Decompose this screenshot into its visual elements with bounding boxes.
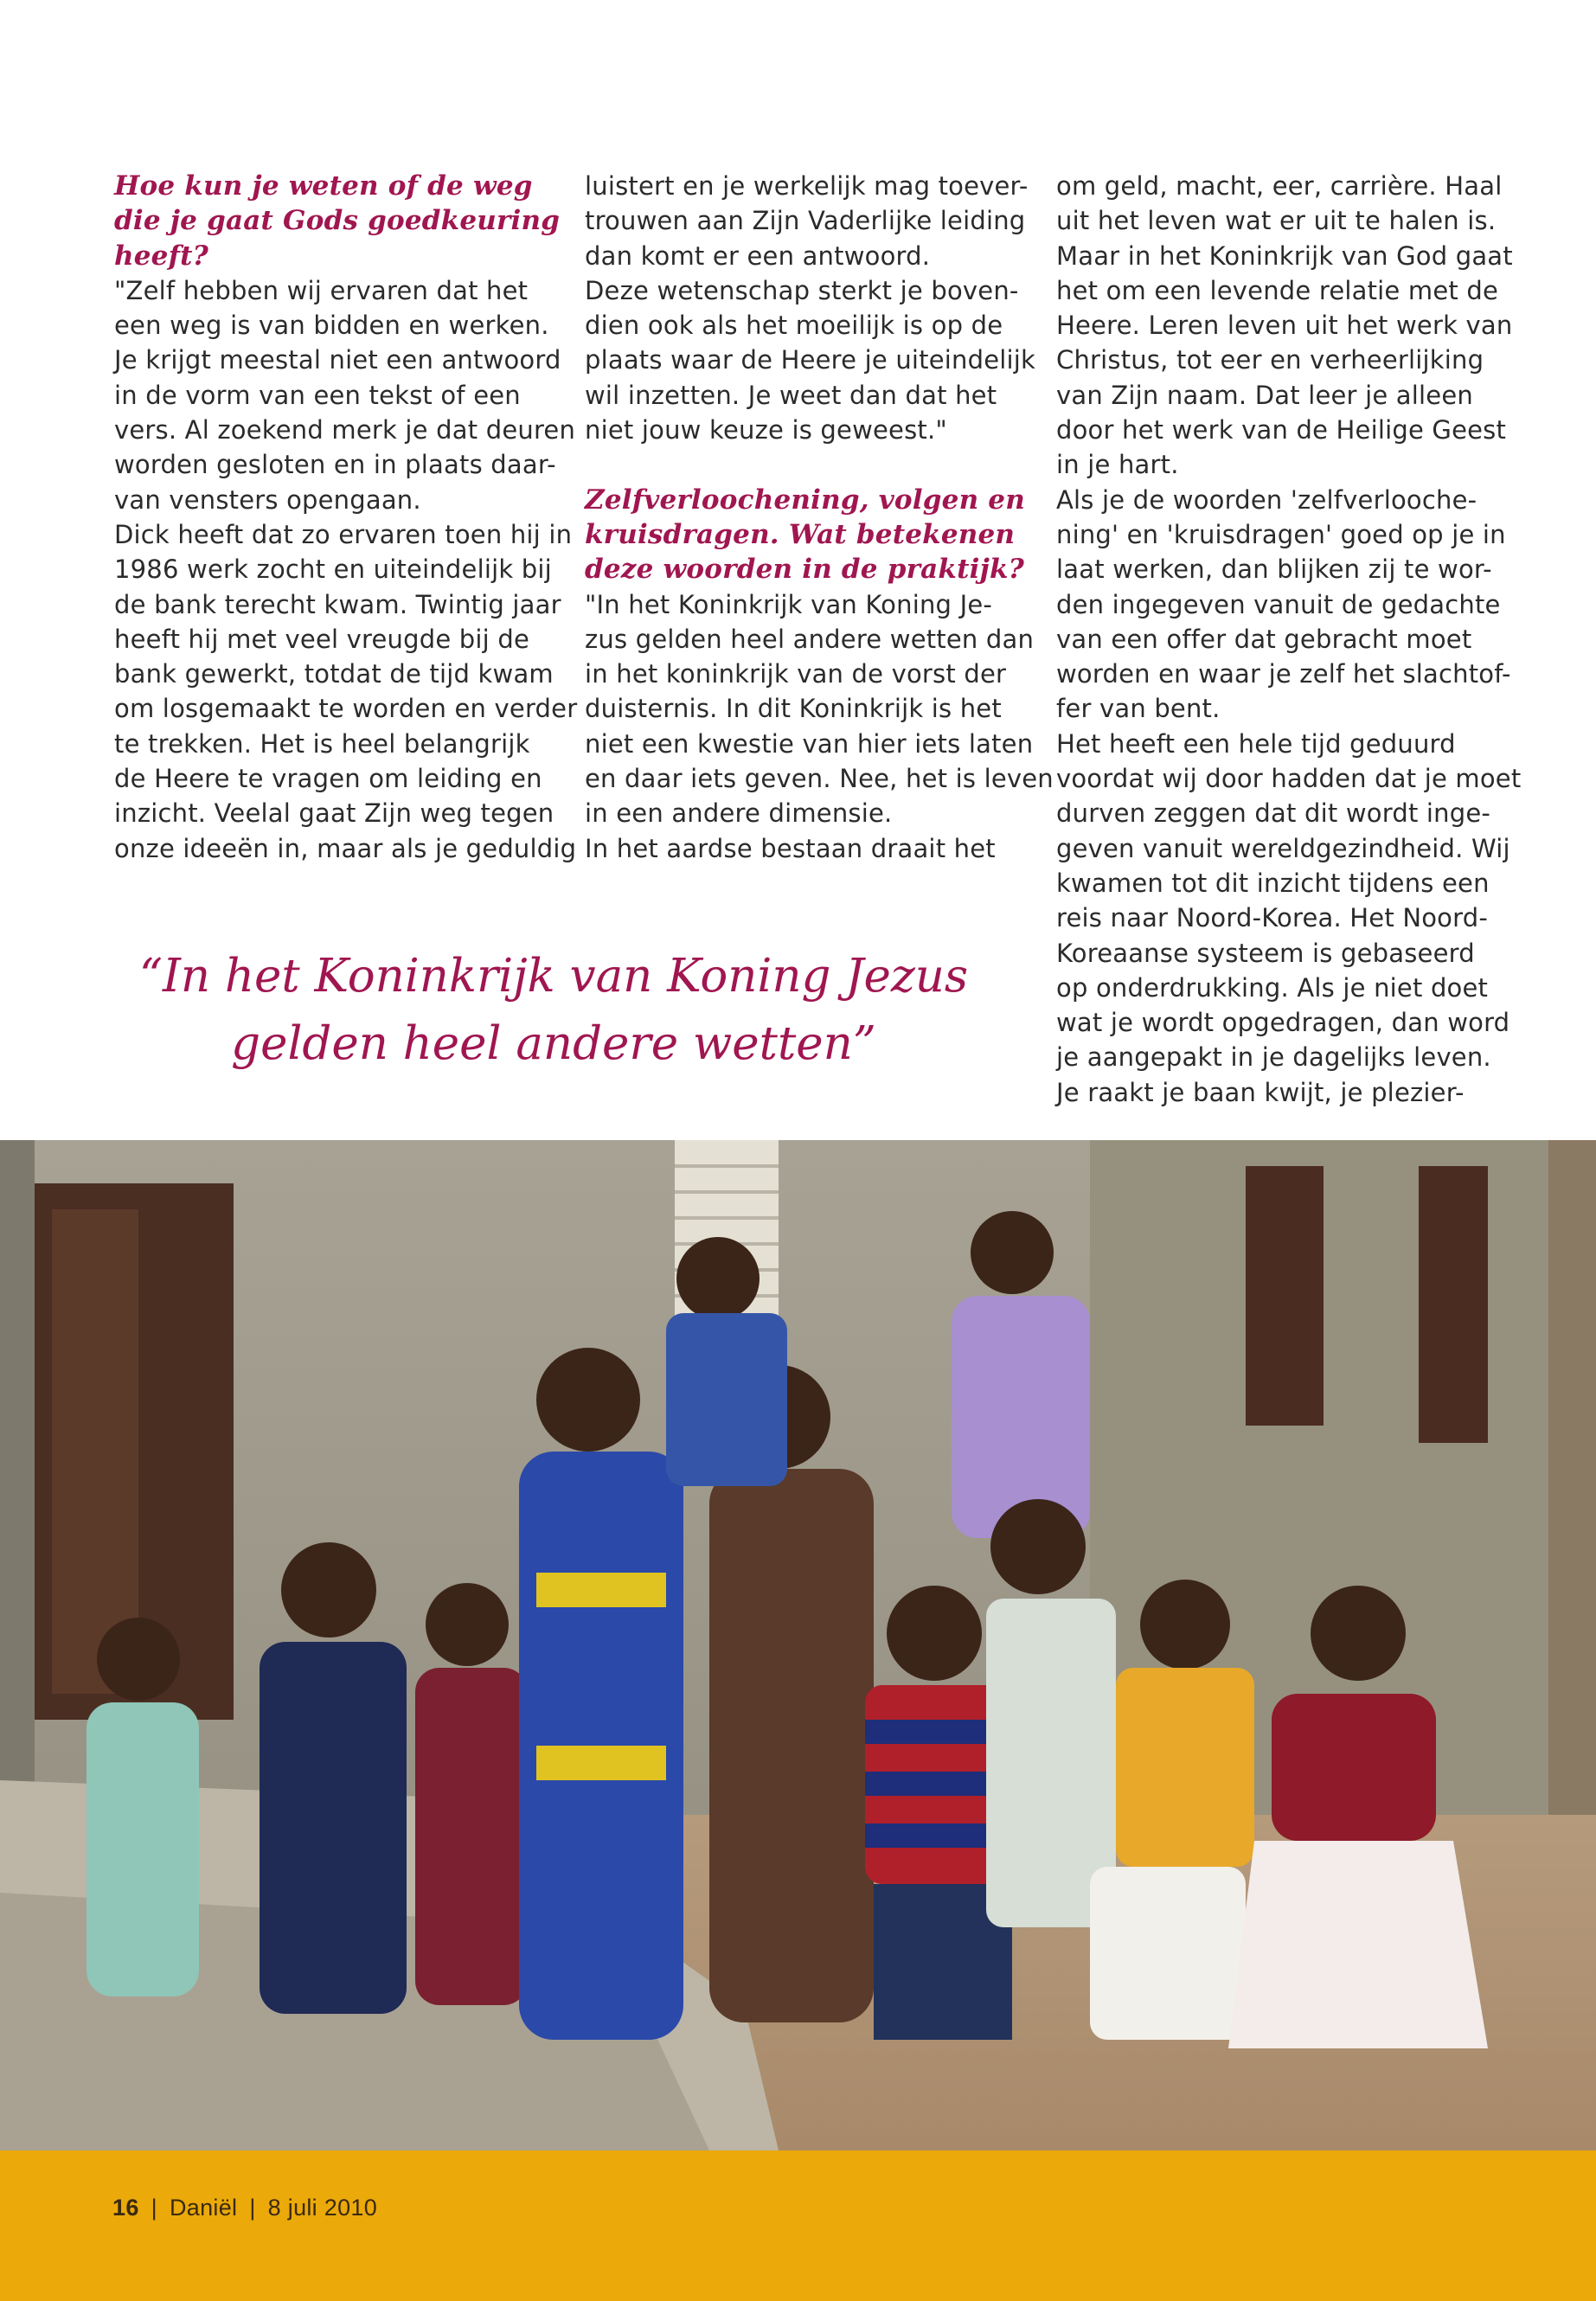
body-text-line: worden gesloten en in plaats daar-: [114, 450, 556, 480]
body-text-line: de bank terecht kwam. Twintig jaar: [114, 589, 561, 619]
body-text-line: in het koninkrijk van de vorst der: [585, 659, 1007, 689]
body-text-line: niet jouw keuze is geweest.": [585, 415, 947, 445]
body-text-line: bank gewerkt, totdat de tijd kwam: [114, 659, 554, 689]
pull-quote: [112, 943, 995, 1078]
body-text-line: in de vorm van een tekst of een: [114, 380, 521, 410]
pull-quote-line-1: “In het Koninkrijk van Koning Jezus: [138, 950, 969, 1003]
body-text-line: fer van bent.: [1056, 694, 1221, 724]
body-text-line: in je hart.: [1056, 450, 1179, 480]
body-text-line: om losgemaakt te worden en verder: [114, 694, 578, 724]
body-text-line: durven zeggen dat dit wordt inge-: [1056, 798, 1491, 829]
body-text-line: luistert en je werkelijk mag toever-: [585, 171, 1029, 201]
body-text-line: een weg is van bidden en werken.: [114, 311, 549, 341]
body-text-line: "In het Koninkrijk van Koning Je-: [585, 589, 993, 619]
body-text-line: wat je wordt opgedragen, dan word: [1056, 1008, 1510, 1038]
body-text-line: dan komt er een antwoord.: [585, 240, 931, 271]
children-group-photo: [0, 1140, 1596, 2150]
body-text-line: trouwen aan Zijn Vaderlijke leiding: [585, 206, 1026, 236]
body-text-line: duisternis. In dit Koninkrijk is het: [585, 694, 1002, 724]
section-heading-line: deze woorden in de praktijk?: [585, 554, 1025, 586]
body-text-line: en daar iets geven. Nee, het is leven: [585, 764, 1054, 794]
body-text-line: Je raakt je baan kwijt, je plezier-: [1056, 1077, 1465, 1107]
body-text-line: Dick heeft dat zo ervaren toen hij in: [114, 519, 573, 549]
page-footer: [112, 2195, 377, 2221]
body-text-line: van vensters opengaan.: [114, 484, 421, 515]
footer-separator-2: |: [249, 2195, 256, 2221]
body-text-line: Christus, tot eer en verheerlijking: [1056, 345, 1484, 375]
body-text-line: heeft hij met veel vreugde bij de: [114, 624, 530, 654]
body-text-line: dien ook als het moeilijk is op de: [585, 311, 1003, 341]
body-text-line: Als je de woorden 'zelfverlooche-: [1056, 484, 1477, 515]
issue-date: 8 juli 2010: [267, 2195, 378, 2221]
article-column-1: [114, 169, 578, 866]
body-text-line: Je krijgt meestal niet een antwoord: [114, 345, 561, 375]
body-text-line: op onderdrukking. Als je niet doet: [1056, 972, 1489, 1003]
section-heading-line: heeft?: [114, 240, 209, 272]
section-heading-line: Hoe kun je weten of de weg: [114, 170, 533, 202]
body-text-line: niet een kwestie van hier iets laten: [585, 728, 1034, 759]
body-text-line: door het werk van de Heilige Geest: [1056, 415, 1507, 445]
pull-quote-line-2: gelden heel andere wetten”: [231, 1017, 876, 1070]
article-column-3: [1056, 169, 1522, 1110]
section-heading-line: Zelfverloochening, volgen en: [585, 484, 1025, 516]
body-text-line: Koreaanse systeem is gebaseerd: [1056, 938, 1475, 968]
body-text-line: ning' en 'kruisdragen' goed op je in: [1056, 519, 1506, 549]
body-text-line: worden en waar je zelf het slachtof-: [1056, 659, 1511, 689]
footer-band: [0, 2150, 1596, 2301]
body-text-line: Deze wetenschap sterkt je boven-: [585, 275, 1019, 305]
body-text-line: geven vanuit wereldgezindheid. Wij: [1056, 833, 1510, 863]
body-text-line: plaats waar de Heere je uiteindelijk: [585, 345, 1036, 375]
page-number: 16: [112, 2195, 139, 2221]
body-text-line: het om een levende relatie met de: [1056, 275, 1499, 305]
body-text-line: laat werken, dan blijken zij te wor-: [1056, 554, 1492, 585]
paragraph-gap: [585, 447, 1035, 482]
body-text-line: zus gelden heel andere wetten dan: [585, 624, 1035, 654]
body-text-line: van Zijn naam. Dat leer je alleen: [1056, 380, 1473, 410]
body-text-line: in een andere dimensie.: [585, 798, 893, 829]
magazine-name: Daniël: [169, 2195, 238, 2221]
body-text-line: inzicht. Veelal gaat Zijn weg tegen: [114, 798, 554, 829]
section-heading-line: die je gaat Gods goedkeuring: [114, 205, 561, 237]
body-text-line: voordat wij door hadden dat je moet: [1056, 764, 1522, 794]
body-text-line: Het heeft een hele tijd geduurd: [1056, 728, 1456, 759]
body-text-line: te trekken. Het is heel belangrijk: [114, 728, 530, 759]
body-text-line: wil inzetten. Je weet dan dat het: [585, 380, 997, 410]
section-heading-line: kruisdragen. Wat betekenen: [585, 518, 1016, 550]
body-text-line: om geld, macht, eer, carrière. Haal: [1056, 171, 1503, 201]
body-text-line: vers. Al zoekend merk je dat deuren: [114, 415, 576, 445]
body-text-line: In het aardse bestaan draait het: [585, 833, 996, 863]
body-text-line: Maar in het Koninkrijk van God gaat: [1056, 240, 1513, 271]
body-text-line: den ingegeven vanuit de gedachte: [1056, 589, 1501, 619]
body-text-line: "Zelf hebben wij ervaren dat het: [114, 275, 529, 305]
body-text-line: Heere. Leren leven uit het werk van: [1056, 311, 1513, 341]
body-text-line: van een offer dat gebracht moet: [1056, 624, 1472, 654]
body-text-line: 1986 werk zocht en uiteindelijk bij: [114, 554, 552, 585]
body-text-line: kwamen tot dit inzicht tijdens een: [1056, 868, 1490, 898]
body-text-line: reis naar Noord-Korea. Het Noord-: [1056, 903, 1488, 933]
body-text-line: uit het leven wat er uit te halen is.: [1056, 206, 1497, 236]
footer-separator: |: [151, 2195, 157, 2221]
body-text-line: je aangepakt in je dagelijks leven.: [1056, 1042, 1491, 1073]
body-text-line: onze ideeën in, maar als je geduldig: [114, 833, 577, 863]
body-text-line: de Heere te vragen om leiding en: [114, 764, 542, 794]
article-column-2: [585, 169, 1054, 866]
photo-illustration: [0, 1140, 1596, 2150]
